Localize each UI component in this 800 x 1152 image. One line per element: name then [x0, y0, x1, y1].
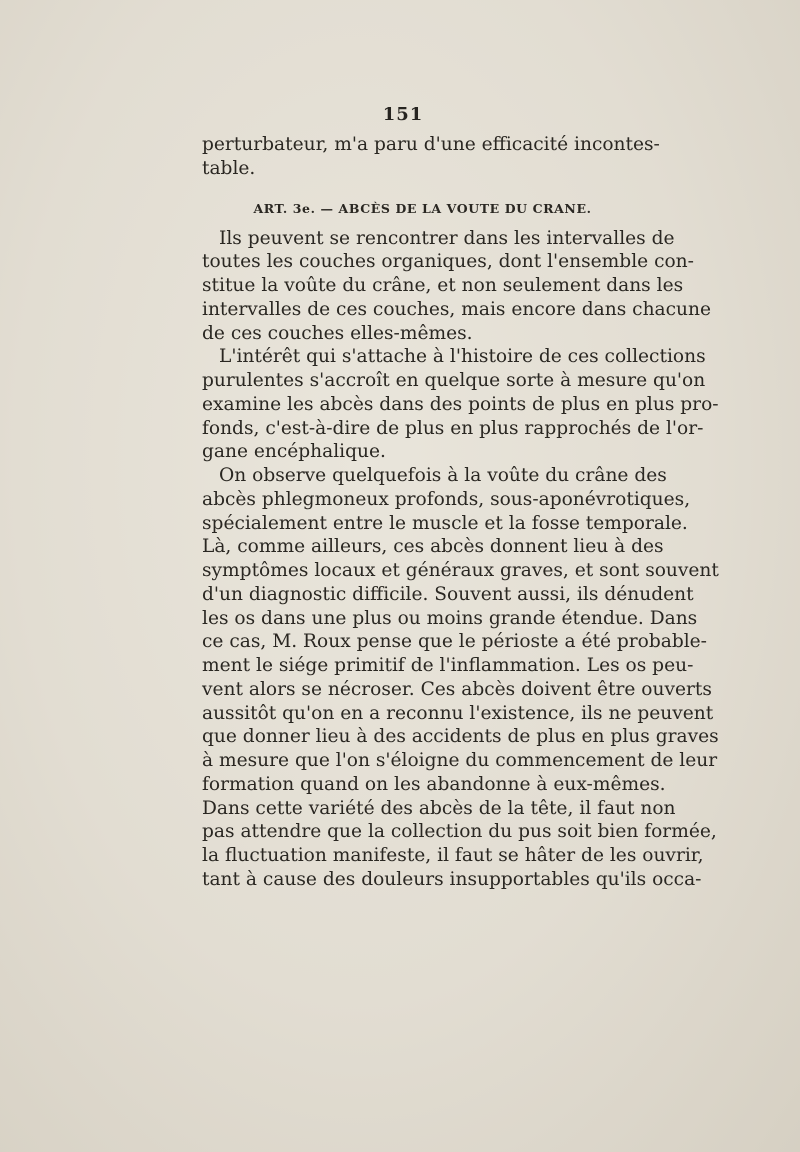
- text-line: table.: [202, 157, 256, 179]
- text-line: Ils peuvent se rencontrer dans les intervalles de: [219, 227, 675, 249]
- text-block: [202, 133, 719, 892]
- text-line: L'intérêt qui s'attache à l'histoire de ces collections: [219, 346, 706, 368]
- text-line: les os dans une plus ou moins grande étendue. Dans: [202, 607, 698, 629]
- text-line: fonds, c'est-à-dire de plus en plus rapprochés de l'or-: [202, 417, 704, 439]
- text-line: toutes les couches organiques, dont l'ensemble con-: [202, 251, 694, 273]
- text-line: stitue la voûte du crâne, et non seulement dans les: [202, 275, 684, 296]
- text-line: spécialement entre le muscle et la fosse temporale.: [202, 512, 688, 534]
- text-line: Là, comme ailleurs, ces abcès donnent lieu à des: [202, 536, 664, 558]
- text-line: la fluctuation manifeste, il faut se hâter de les ouvrir,: [202, 845, 704, 866]
- text-line: de ces couches elles-mêmes.: [202, 322, 473, 344]
- text-line: tant à cause des douleurs insupportables qu'ils occa-: [202, 868, 702, 890]
- text-line: symptômes locaux et généraux graves, et sont souvent: [202, 560, 719, 581]
- text-line: intervalles de ces couches, mais encore dans chacune: [202, 298, 712, 320]
- text-line: que donner lieu à des accidents de plus en plus graves: [202, 726, 719, 748]
- text-line: vent alors se nécroser. Ces abcès doivent être ouverts: [202, 678, 712, 700]
- text-line: Dans cette variété des abcès de la tête, il faut non: [202, 797, 676, 819]
- text-line: pas attendre que la collection du pus soit bien formée,: [202, 821, 717, 843]
- text-line: aussitôt qu'on en a reconnu l'existence, ils ne peuvent: [202, 702, 714, 724]
- text-line: purulentes s'accroît en quelque sorte à mesure qu'on: [202, 370, 706, 391]
- text-line: ment le siége primitif de l'inflammation. Les os peu-: [202, 655, 694, 676]
- text-line: ce cas, M. Roux pense que le périoste a été probable-: [202, 631, 707, 653]
- text-line: perturbateur, m'a paru d'une efficacité incontes-: [202, 134, 660, 155]
- text-line: abcès phlegmoneux profonds, sous-aponévrotiques,: [202, 488, 691, 510]
- text-line: à mesure que l'on s'éloigne du commencement de leur: [202, 750, 718, 771]
- section-heading: ART. 3e. — ABCÈS DE LA VOUTE DU CRANE.: [253, 200, 592, 216]
- text-line: On observe quelquefois à la voûte du crâne des: [219, 465, 667, 486]
- text-line: d'un diagnostic difficile. Souvent aussi, ils dénudent: [202, 583, 694, 605]
- text-line: examine les abcès dans des points de plus en plus pro-: [202, 393, 719, 415]
- text-line: gane encéphalique.: [202, 441, 386, 463]
- text-line: formation quand on les abandonne à eux-mêmes.: [202, 773, 666, 795]
- page-number: 151: [382, 104, 424, 125]
